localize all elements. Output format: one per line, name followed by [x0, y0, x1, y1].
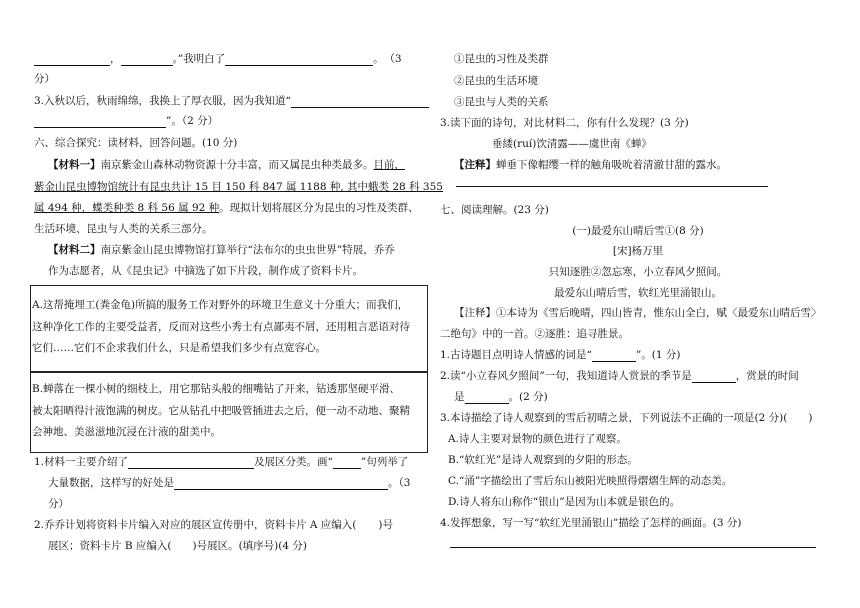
section-6-heading: 六、综合探究：读材料，回答问题。(10 分) — [34, 137, 238, 149]
reading-q3-option-b[interactable]: B.“软红光”是诗人观察到的夕阳的形态。 — [448, 454, 638, 466]
poem-title: (一)最爱东山晴后雪①(8 分) — [572, 225, 704, 237]
note-2-line-1: 【注释】①本诗为《雪后晚晴，四山皆青，惟东山全白，赋〈最爱东山晴后雪〉 — [454, 307, 822, 319]
reading-q3-option-d[interactable]: D.诗人将东山称作“银山”是因为山本就是银色的。 — [448, 496, 681, 508]
answer-blank[interactable] — [465, 392, 509, 404]
exhibit-option-2: ②昆虫的生活环境 — [454, 75, 538, 87]
material-1-line-3: 属 494 种，蝶类种类 8 科 56 属 92 种。现拟计划将展区分为昆虫的习性及类群、 — [34, 202, 419, 214]
reading-q3-option-c[interactable]: C.“涌”字描绘出了雪后东山被阳光映照得熠熠生辉的动态美。 — [448, 475, 733, 487]
answer-blank[interactable] — [174, 478, 388, 490]
question-3-cont: ”。（2 分） — [34, 114, 218, 128]
section-7-heading: 七、阅读理解。(23 分) — [440, 204, 549, 216]
question-2-line-2: 展区；资料卡片 B 应编入( )号展区。(填序号)(4 分) — [48, 540, 307, 552]
answer-blank[interactable] — [592, 350, 636, 362]
poem-line-2: 最爱东山晴后雪，软红光里涌银山。 — [554, 287, 722, 299]
card-a-line-2: 这种净化工作的主要受益者，反而对这些小秀士有点鄙夷不屑，还用粗言恶语对待 — [32, 321, 410, 333]
question-2: 2.乔乔计划将资料卡片编入对应的展区宣传册中，资料卡片 A 应编入( )号 — [34, 519, 393, 531]
material-1-line-2: 紫金山昆虫博物馆统计有昆虫共计 15 目 150 科 847 属 1188 种, 其中蛾类 28 科 355 — [34, 181, 443, 193]
exhibit-option-3: ③昆虫与人类的关系 — [454, 96, 549, 108]
exhibit-option-1: ①昆虫的习性及类群 — [454, 53, 549, 65]
q2-prev-line: ， 。”我明白了 。 （3 — [34, 52, 402, 66]
reading-q4: 4.发挥想象，写一写“软红光里涌银山”描绘了怎样的画面。(3 分) — [440, 517, 742, 529]
question-3-right: 3.读下面的诗句，对比材料二，你有什么发现？(3 分) — [440, 117, 689, 129]
card-b-line-3: 会神地、美滋滋地沉浸在汁液的甜美中。 — [32, 426, 221, 438]
reading-q3: 3.本诗描绘了诗人观察到的雪后初晴之景，下列说法不正确的一项是(2 分)( ) — [440, 412, 813, 424]
answer-line[interactable] — [456, 186, 768, 187]
question-1-line-3: 分） — [48, 498, 69, 510]
card-b-line-1: B.蝉落在一棵小树的细枝上，用它那钻头般的细嘴钻了开来，钻透那坚硬平滑、 — [32, 383, 401, 395]
answer-blank[interactable] — [128, 457, 254, 469]
poem-line-1: 只知逐胜②忽忘寒，小立春风夕照间。 — [548, 266, 728, 278]
reading-q1: 1.古诗题目点明诗人情感的词是“ ”。(1 分) — [440, 349, 681, 361]
card-a-line-3: 它们……它们不企求我们什么，只是希望我们多少有点宽容心。 — [32, 342, 326, 354]
note-2-line-2: 二绝句》中的一首。②逐胜：追寻胜景。 — [440, 328, 629, 340]
question-1: 1.材料一主要介绍了 及展区分类。画“ ”句列举了 — [34, 456, 409, 468]
note-1: 【注释】蝉垂下像帽缨一样的触角吸吮着清澈甘甜的露水。 — [454, 159, 727, 171]
answer-blank[interactable] — [333, 457, 361, 469]
card-b-line-2: 被太阳晒得汁液饱满的树皮。它从钻孔中把吸管插进去之后，便一动不动地、聚精 — [32, 405, 410, 417]
answer-blank[interactable] — [34, 116, 166, 128]
reading-q3-option-a[interactable]: A.诗人主要对景物的颜色进行了观察。 — [448, 433, 627, 445]
poem-author: [宋]杨万里 — [612, 245, 664, 257]
material-2-line-2: 作为志愿者，从《昆虫记》中摘选了如下片段，制作成了资料卡片。 — [48, 265, 363, 277]
poem-quote: 垂緌(ruí)饮清露——虞世南《蝉》 — [492, 138, 652, 150]
material-1-line-1: 【材料一】南京紫金山森林动物资源十分丰富，而又属昆虫种类最多。目前， — [48, 159, 405, 171]
answer-blank[interactable] — [34, 54, 110, 66]
answer-blank[interactable] — [121, 54, 173, 66]
score-line: 分） — [34, 73, 55, 85]
material-2-line-1: 【材料二】南京紫金山昆虫博物馆打算举行“法布尔的虫虫世界”特展，乔乔 — [48, 244, 395, 256]
reading-q2: 2.读“小立春风夕照间”一句，我知道诗人赏景的季节是 ，赏景的时间 — [440, 370, 799, 382]
card-a-line-1: A.这帮掩埋工(粪金龟)所搞的服务工作对野外的环境卫生意义十分重大；而我们， — [32, 299, 409, 311]
reading-q2-cont: 是 。(2 分) — [454, 391, 548, 403]
question-1-line-2: 大量数据，这样写的好处是 。（3 — [48, 477, 411, 489]
answer-blank[interactable] — [225, 54, 373, 66]
material-1-line-4: 生活环境、昆虫与人类的关系三部分。 — [34, 223, 213, 235]
answer-line[interactable] — [450, 547, 816, 548]
answer-blank[interactable] — [692, 371, 736, 383]
answer-blank[interactable] — [291, 96, 429, 108]
question-3: 3.入秋以后，秋雨绵绵，我换上了厚衣服，因为我知道“ — [34, 94, 429, 108]
